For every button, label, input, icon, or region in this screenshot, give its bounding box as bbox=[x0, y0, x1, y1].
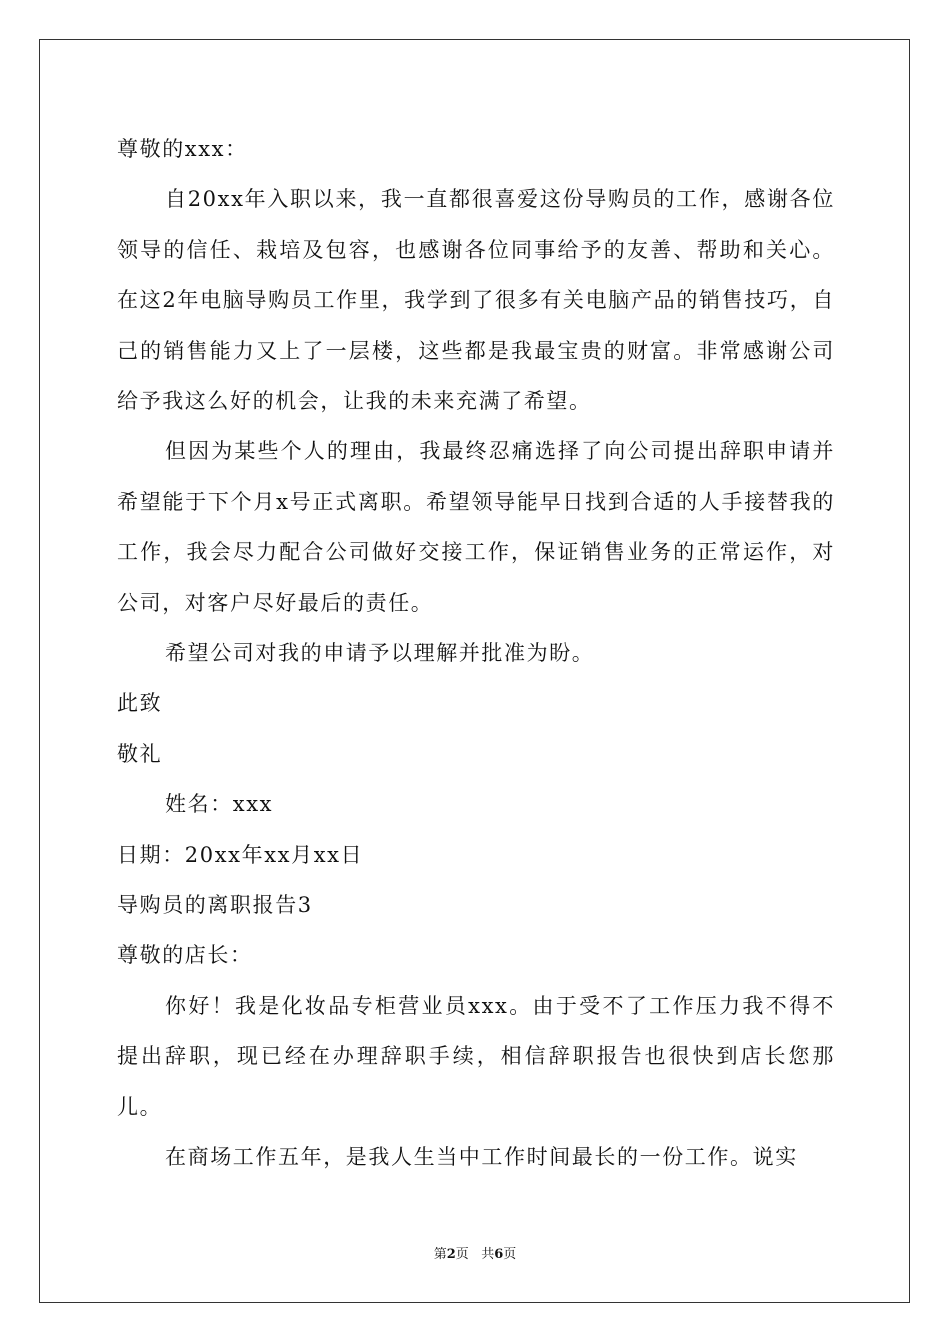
page-number: 2 bbox=[446, 1247, 456, 1262]
page-footer bbox=[0, 1246, 950, 1264]
salutation: 尊敬的xxx： bbox=[117, 137, 248, 161]
total-suffix: 页 bbox=[503, 1247, 517, 1262]
signature-date: 日期：20xx年xx月xx日 bbox=[117, 842, 364, 867]
section-title: 导购员的离职报告3 bbox=[117, 893, 313, 918]
closing-line: 敬礼 bbox=[117, 741, 163, 766]
total-pages: 6 bbox=[494, 1247, 504, 1262]
salutation: 尊敬的店长： bbox=[117, 943, 253, 968]
paragraph: 自20xx年入职以来，我一直都很喜爱这份导购员的工作，感谢各位领导的信任、栽培及包容，也感谢各位同事给予的友善、帮助和关心。在这2年电脑导购员工作里，我学到了很多有关电脑产品的销售技巧，自己的销售能力又上了一层楼，这些都是我最宝贵的财富。非常感谢公司给予我这么好的机会，让我的未来充满了希望。 bbox=[117, 187, 835, 414]
total-prefix: 共 bbox=[481, 1247, 495, 1262]
document-body bbox=[117, 124, 835, 1182]
closing-line: 此致 bbox=[117, 691, 163, 716]
page-suffix: 页 bbox=[455, 1247, 469, 1262]
page-prefix: 第 bbox=[433, 1247, 447, 1262]
paragraph: 在商场工作五年，是我人生当中工作时间最长的一份工作。说实 bbox=[165, 1145, 798, 1170]
paragraph: 但因为某些个人的理由，我最终忍痛选择了向公司提出辞职申请并希望能于下个月x号正式离职。希望领导能早日找到合适的人手接替我的工作，我会尽力配合公司做好交接工作，保证销售业务的正常运作，对公司，对客户尽好最后的责任。 bbox=[117, 439, 835, 615]
signature-name: 姓名：xxx bbox=[165, 792, 274, 817]
paragraph: 你好！我是化妆品专柜营业员xxx。由于受不了工作压力我不得不提出辞职，现已经在办理辞职手续，相信辞职报告也很快到店长您那儿。 bbox=[117, 993, 835, 1119]
paragraph: 希望公司对我的申请予以理解并批准为盼。 bbox=[165, 641, 595, 666]
